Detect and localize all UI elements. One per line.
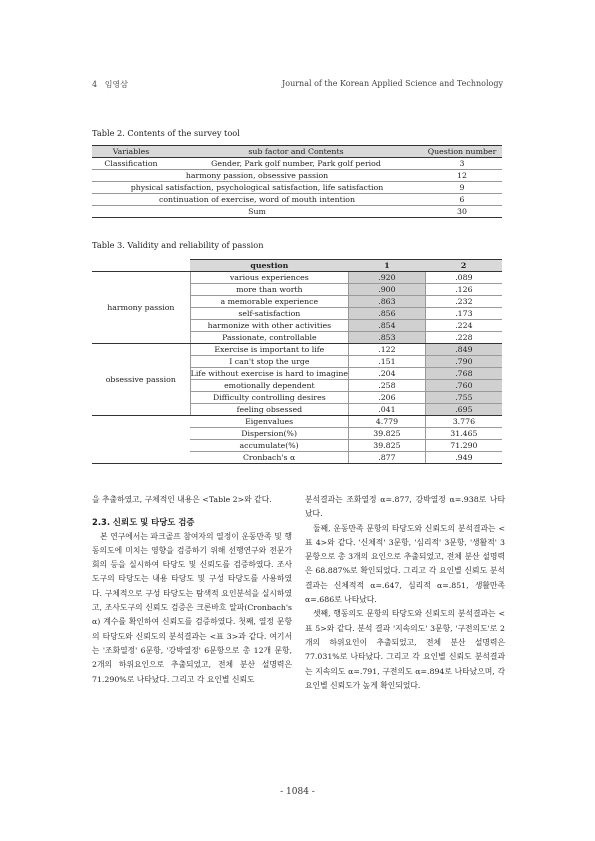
- col-header: 1: [349, 260, 426, 272]
- loading: .853: [349, 332, 426, 344]
- running-header-left: [92, 79, 128, 90]
- loading: .856: [349, 308, 426, 320]
- loading: .863: [349, 296, 426, 308]
- loading: .854: [349, 320, 426, 332]
- loading: .768: [425, 368, 502, 380]
- col-header: Question number: [422, 146, 502, 158]
- table-row: [92, 206, 502, 218]
- cell: 3: [422, 158, 502, 170]
- stat-value: 3.776: [425, 416, 502, 428]
- stat-value: 39.825: [349, 428, 426, 440]
- col-header: 2: [425, 260, 502, 272]
- item: a memorable experience: [190, 296, 348, 308]
- loading: .204: [349, 368, 426, 380]
- item: harmonize with other activities: [190, 320, 348, 332]
- stat-value: 39.825: [349, 440, 426, 452]
- stat-value: 71.290: [425, 440, 502, 452]
- loading: .151: [349, 356, 426, 368]
- stat-label: accumulate(%): [190, 440, 348, 452]
- item: more than worth: [190, 284, 348, 296]
- table3-caption: Table 3. Validity and reliability of passion: [92, 240, 264, 250]
- stat-value: .949: [425, 452, 502, 464]
- loading: .849: [425, 344, 502, 356]
- page-number: 4: [92, 80, 98, 89]
- stat-value: 31.465: [425, 428, 502, 440]
- cell: harmony passion, obsessive passion: [92, 170, 422, 182]
- cell: 6: [422, 194, 502, 206]
- loading: .224: [425, 320, 502, 332]
- body-column-left: [92, 493, 292, 687]
- cell: 12: [422, 170, 502, 182]
- group-label: obsessive passion: [92, 344, 190, 416]
- loading: .089: [425, 272, 502, 284]
- table-row: [92, 194, 502, 206]
- loading: .122: [349, 344, 426, 356]
- paragraph: 을 추출하였고, 구체적인 내용은 <Table 2>와 같다.: [92, 495, 272, 504]
- cell: 9: [422, 182, 502, 194]
- item: Life without exercise is hard to imagine: [190, 369, 349, 378]
- item: various experiences: [190, 272, 348, 284]
- cell: physical satisfaction, psychological satisfaction, life satisfaction: [92, 182, 422, 194]
- paragraph: 분석결과는 조화열정 α=.877, 강박열정 α=.938로 나타났다.: [305, 495, 505, 519]
- stat-label: Eigenvalues: [190, 416, 348, 428]
- col-header: sub factor and Contents: [170, 146, 422, 158]
- item: self-satisfaction: [190, 308, 348, 320]
- paragraph: 셋째, 행동의도 문항의 타당도와 신뢰도의 분석결과는 <표 5>와 같다. 분석 결과 '지속의도' 3문항, '구전의도'로 2개의 하위요인이 추출되었고, 전체 분산 설명력은 77.031%로 나타났다. 그리고 각 요인별 신뢰도 분석결과는 지속의도 α=.791, 구전의도 α=.894로 나타났으며, 각 요인별 신뢰도가 높게 확인되었다.: [305, 609, 505, 690]
- loading: .920: [349, 272, 426, 284]
- table-row: [92, 158, 502, 170]
- loading: .206: [349, 392, 426, 404]
- loading: .228: [425, 332, 502, 344]
- item: I can't stop the urge: [190, 356, 348, 368]
- item: Difficulty controlling desires: [190, 392, 348, 404]
- journal-title: Journal of the Korean Applied Science and Technology: [282, 79, 503, 88]
- survey-tool-table: [92, 145, 502, 218]
- cell: continuation of exercise, word of mouth intention: [92, 194, 422, 206]
- cell: 30: [422, 206, 502, 218]
- item: Exercise is important to life: [190, 344, 348, 356]
- loading: .258: [349, 380, 426, 392]
- item: emotionally dependent: [190, 380, 348, 392]
- paragraph: 둘째, 운동만족 문항의 타당도와 신뢰도의 분석결과는 <표 4>와 같다. '신체적' 3문항, '심리적' 3문항, '생활적' 3문항으로 총 3개의 요인으로 추출되었고, 전체 분산 설명력은 68.887%로 확인되었다. 그리고 각 요인별 신뢰도 분석결과는 신체적적 α=.647, 심리적 α=.851, 생활만족 α=.686로 나타났다.: [305, 523, 505, 605]
- stats-row: [92, 416, 502, 428]
- table2-caption: Table 2. Contents of the survey tool: [92, 128, 240, 138]
- author-name: 임영삼: [104, 80, 128, 89]
- table-row: [92, 272, 502, 284]
- loading: .695: [425, 404, 502, 416]
- stat-value: 4.779: [349, 416, 426, 428]
- stats-row: [92, 440, 502, 452]
- passion-validity-table: [92, 259, 502, 464]
- col-header: question: [190, 260, 348, 272]
- cell: Gender, Park golf number, Park golf period: [170, 158, 422, 170]
- table-row: [92, 170, 502, 182]
- stats-row: [92, 452, 502, 464]
- stat-label: Cronbach's α: [190, 452, 348, 464]
- cell: Sum: [92, 206, 422, 218]
- loading: .790: [425, 356, 502, 368]
- table-row: [92, 182, 502, 194]
- page-footer: - 1084 -: [280, 787, 315, 797]
- item: feeling obsessed: [190, 404, 348, 416]
- loading: .041: [349, 404, 426, 416]
- item: Passionate, controllable: [190, 332, 348, 344]
- stats-row: [92, 428, 502, 440]
- loading: .760: [425, 380, 502, 392]
- paragraph: 본 연구에서는 파크골프 참여자의 열정이 운동만족 및 행동의도에 미치는 영향을 검증하기 위해 선행연구와 전문가 회의 등을 실시하여 타당도 및 신뢰도를 검증하였다. 조사도구의 타당도는 내용 타당도 및 구성 타당도를 사용하였다. 구체적으로 구성 타당도는 탐색적 요인분석을 실시하였고, 조사도구의 신뢰도 검증은 크론바흐 알파(Cronbach's α) 계수를 확인하여 신뢰도를 검증하였다. 첫째, 열정 문항의 타당도와 신뢰도의 분석결과는 <표 3>과 같다. 여기서는 '조화열정' 6문항, '강박열정' 6문항으로 총 12개 문항, 2개의 하위요인으로 추출되었고, 전체 분산 설명력은 71.290%로 나타났다. 그리고 각 요인별 신뢰도: [92, 531, 292, 684]
- section-heading: 2.3. 신뢰도 및 타당도 검증: [92, 517, 195, 528]
- loading: .900: [349, 284, 426, 296]
- loading: .755: [425, 392, 502, 404]
- loading: .126: [425, 284, 502, 296]
- table-row: [92, 344, 502, 356]
- cell: Classification: [92, 158, 170, 170]
- stat-label: Dispersion(%): [190, 428, 348, 440]
- body-column-right: [305, 493, 505, 693]
- loading: .173: [425, 308, 502, 320]
- stat-value: .877: [349, 452, 426, 464]
- loading: .232: [425, 296, 502, 308]
- group-label: harmony passion: [92, 272, 190, 344]
- col-header: Variables: [92, 146, 170, 158]
- col-header-blank: [92, 260, 190, 272]
